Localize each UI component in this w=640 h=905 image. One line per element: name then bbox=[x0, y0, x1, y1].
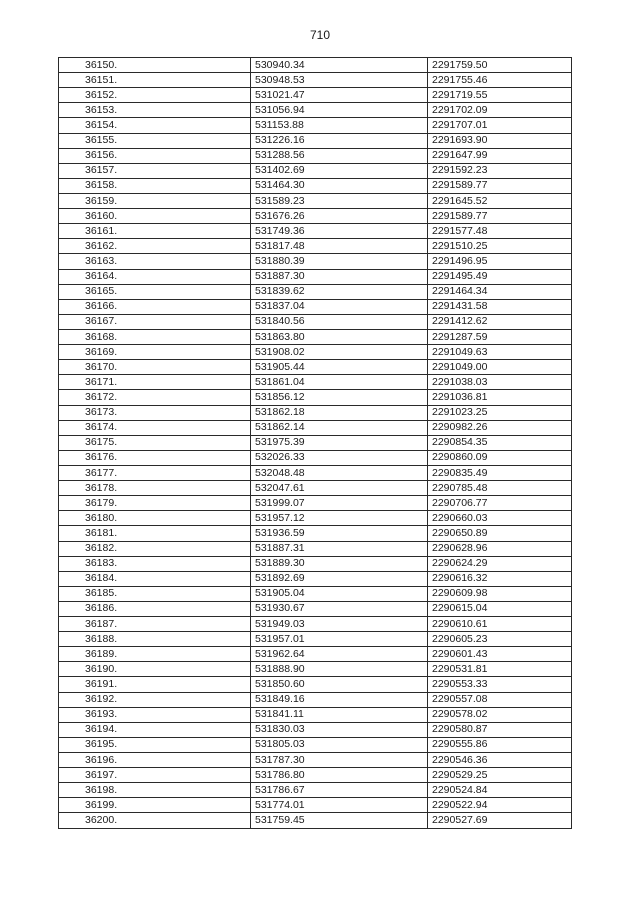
table-row bbox=[59, 148, 572, 163]
x-coordinate-cell: 531805.03 bbox=[251, 737, 428, 752]
table-row bbox=[59, 737, 572, 752]
x-coordinate-cell: 531862.18 bbox=[251, 405, 428, 420]
y-coordinate-cell: 2291645.52 bbox=[428, 193, 572, 208]
coordinates-table-body bbox=[59, 58, 572, 829]
point-number-cell: 36181. bbox=[59, 526, 251, 541]
x-coordinate-cell: 531749.36 bbox=[251, 224, 428, 239]
point-number-cell: 36188. bbox=[59, 632, 251, 647]
table-row bbox=[59, 722, 572, 737]
y-coordinate-cell: 2291495.49 bbox=[428, 269, 572, 284]
x-coordinate-cell: 531841.11 bbox=[251, 707, 428, 722]
x-coordinate-cell: 530948.53 bbox=[251, 73, 428, 88]
y-coordinate-cell: 2291759.50 bbox=[428, 58, 572, 73]
y-coordinate-cell: 2290615.04 bbox=[428, 601, 572, 616]
y-coordinate-cell: 2291464.34 bbox=[428, 284, 572, 299]
point-number-cell: 36187. bbox=[59, 617, 251, 632]
y-coordinate-cell: 2290601.43 bbox=[428, 647, 572, 662]
y-coordinate-cell: 2291036.81 bbox=[428, 390, 572, 405]
y-coordinate-cell: 2290578.02 bbox=[428, 707, 572, 722]
table-row bbox=[59, 254, 572, 269]
y-coordinate-cell: 2291592.23 bbox=[428, 163, 572, 178]
y-coordinate-cell: 2291023.25 bbox=[428, 405, 572, 420]
x-coordinate-cell: 531056.94 bbox=[251, 103, 428, 118]
table-row bbox=[59, 798, 572, 813]
table-row bbox=[59, 601, 572, 616]
point-number-cell: 36157. bbox=[59, 163, 251, 178]
point-number-cell: 36183. bbox=[59, 556, 251, 571]
y-coordinate-cell: 2290527.69 bbox=[428, 813, 572, 828]
table-row bbox=[59, 163, 572, 178]
x-coordinate-cell: 531787.30 bbox=[251, 753, 428, 768]
y-coordinate-cell: 2290706.77 bbox=[428, 496, 572, 511]
y-coordinate-cell: 2291719.55 bbox=[428, 88, 572, 103]
table-row bbox=[59, 314, 572, 329]
x-coordinate-cell: 532048.48 bbox=[251, 465, 428, 480]
point-number-cell: 36196. bbox=[59, 753, 251, 768]
y-coordinate-cell: 2290616.32 bbox=[428, 571, 572, 586]
point-number-cell: 36160. bbox=[59, 209, 251, 224]
point-number-cell: 36173. bbox=[59, 405, 251, 420]
point-number-cell: 36186. bbox=[59, 601, 251, 616]
x-coordinate-cell: 531856.12 bbox=[251, 390, 428, 405]
table-row bbox=[59, 284, 572, 299]
x-coordinate-cell: 531676.26 bbox=[251, 209, 428, 224]
x-coordinate-cell: 531889.30 bbox=[251, 556, 428, 571]
y-coordinate-cell: 2290628.96 bbox=[428, 541, 572, 556]
y-coordinate-cell: 2290835.49 bbox=[428, 465, 572, 480]
point-number-cell: 36150. bbox=[59, 58, 251, 73]
point-number-cell: 36170. bbox=[59, 360, 251, 375]
table-row bbox=[59, 707, 572, 722]
table-row bbox=[59, 813, 572, 828]
point-number-cell: 36171. bbox=[59, 375, 251, 390]
y-coordinate-cell: 2290854.35 bbox=[428, 435, 572, 450]
table-row bbox=[59, 768, 572, 783]
point-number-cell: 36194. bbox=[59, 722, 251, 737]
x-coordinate-cell: 532026.33 bbox=[251, 450, 428, 465]
table-row bbox=[59, 450, 572, 465]
table-row bbox=[59, 511, 572, 526]
y-coordinate-cell: 2291577.48 bbox=[428, 224, 572, 239]
table-row bbox=[59, 193, 572, 208]
point-number-cell: 36189. bbox=[59, 647, 251, 662]
table-row bbox=[59, 269, 572, 284]
x-coordinate-cell: 531905.44 bbox=[251, 360, 428, 375]
x-coordinate-cell: 531908.02 bbox=[251, 345, 428, 360]
point-number-cell: 36197. bbox=[59, 768, 251, 783]
x-coordinate-cell: 531759.45 bbox=[251, 813, 428, 828]
x-coordinate-cell: 531402.69 bbox=[251, 163, 428, 178]
x-coordinate-cell: 531975.39 bbox=[251, 435, 428, 450]
x-coordinate-cell: 532047.61 bbox=[251, 481, 428, 496]
x-coordinate-cell: 531962.64 bbox=[251, 647, 428, 662]
y-coordinate-cell: 2290785.48 bbox=[428, 481, 572, 496]
x-coordinate-cell: 531936.59 bbox=[251, 526, 428, 541]
x-coordinate-cell: 531949.03 bbox=[251, 617, 428, 632]
table-row bbox=[59, 647, 572, 662]
table-row bbox=[59, 586, 572, 601]
point-number-cell: 36190. bbox=[59, 662, 251, 677]
table-row bbox=[59, 753, 572, 768]
y-coordinate-cell: 2290860.09 bbox=[428, 450, 572, 465]
x-coordinate-cell: 531589.23 bbox=[251, 193, 428, 208]
x-coordinate-cell: 531930.67 bbox=[251, 601, 428, 616]
table-row bbox=[59, 662, 572, 677]
table-row bbox=[59, 390, 572, 405]
x-coordinate-cell: 531021.47 bbox=[251, 88, 428, 103]
y-coordinate-cell: 2291647.99 bbox=[428, 148, 572, 163]
x-coordinate-cell: 531830.03 bbox=[251, 722, 428, 737]
x-coordinate-cell: 531786.80 bbox=[251, 768, 428, 783]
x-coordinate-cell: 531888.90 bbox=[251, 662, 428, 677]
point-number-cell: 36158. bbox=[59, 178, 251, 193]
x-coordinate-cell: 531999.07 bbox=[251, 496, 428, 511]
point-number-cell: 36195. bbox=[59, 737, 251, 752]
y-coordinate-cell: 2291049.63 bbox=[428, 345, 572, 360]
x-coordinate-cell: 531862.14 bbox=[251, 420, 428, 435]
point-number-cell: 36154. bbox=[59, 118, 251, 133]
x-coordinate-cell: 531774.01 bbox=[251, 798, 428, 813]
point-number-cell: 36185. bbox=[59, 586, 251, 601]
table-row bbox=[59, 299, 572, 314]
point-number-cell: 36156. bbox=[59, 148, 251, 163]
y-coordinate-cell: 2291589.77 bbox=[428, 209, 572, 224]
x-coordinate-cell: 531839.62 bbox=[251, 284, 428, 299]
y-coordinate-cell: 2291707.01 bbox=[428, 118, 572, 133]
x-coordinate-cell: 531840.56 bbox=[251, 314, 428, 329]
table-row bbox=[59, 239, 572, 254]
table-row bbox=[59, 692, 572, 707]
table-row bbox=[59, 118, 572, 133]
y-coordinate-cell: 2290624.29 bbox=[428, 556, 572, 571]
x-coordinate-cell: 531837.04 bbox=[251, 299, 428, 314]
point-number-cell: 36193. bbox=[59, 707, 251, 722]
table-row bbox=[59, 209, 572, 224]
y-coordinate-cell: 2290609.98 bbox=[428, 586, 572, 601]
point-number-cell: 36176. bbox=[59, 450, 251, 465]
x-coordinate-cell: 530940.34 bbox=[251, 58, 428, 73]
point-number-cell: 36164. bbox=[59, 269, 251, 284]
y-coordinate-cell: 2291589.77 bbox=[428, 178, 572, 193]
table-row bbox=[59, 345, 572, 360]
x-coordinate-cell: 531957.01 bbox=[251, 632, 428, 647]
point-number-cell: 36167. bbox=[59, 314, 251, 329]
point-number-cell: 36191. bbox=[59, 677, 251, 692]
table-row bbox=[59, 224, 572, 239]
point-number-cell: 36182. bbox=[59, 541, 251, 556]
x-coordinate-cell: 531887.30 bbox=[251, 269, 428, 284]
x-coordinate-cell: 531880.39 bbox=[251, 254, 428, 269]
x-coordinate-cell: 531849.16 bbox=[251, 692, 428, 707]
table-row bbox=[59, 58, 572, 73]
y-coordinate-cell: 2291049.00 bbox=[428, 360, 572, 375]
coordinates-table bbox=[58, 57, 572, 829]
table-row bbox=[59, 677, 572, 692]
point-number-cell: 36153. bbox=[59, 103, 251, 118]
point-number-cell: 36166. bbox=[59, 299, 251, 314]
table-row bbox=[59, 420, 572, 435]
x-coordinate-cell: 531863.80 bbox=[251, 329, 428, 344]
x-coordinate-cell: 531153.88 bbox=[251, 118, 428, 133]
point-number-cell: 36192. bbox=[59, 692, 251, 707]
y-coordinate-cell: 2291412.62 bbox=[428, 314, 572, 329]
table-row bbox=[59, 88, 572, 103]
y-coordinate-cell: 2290529.25 bbox=[428, 768, 572, 783]
table-row bbox=[59, 360, 572, 375]
y-coordinate-cell: 2291702.09 bbox=[428, 103, 572, 118]
table-row bbox=[59, 541, 572, 556]
y-coordinate-cell: 2290982.26 bbox=[428, 420, 572, 435]
point-number-cell: 36177. bbox=[59, 465, 251, 480]
point-number-cell: 36200. bbox=[59, 813, 251, 828]
table-row bbox=[59, 481, 572, 496]
y-coordinate-cell: 2290610.61 bbox=[428, 617, 572, 632]
y-coordinate-cell: 2290557.08 bbox=[428, 692, 572, 707]
x-coordinate-cell: 531786.67 bbox=[251, 783, 428, 798]
x-coordinate-cell: 531850.60 bbox=[251, 677, 428, 692]
y-coordinate-cell: 2290546.36 bbox=[428, 753, 572, 768]
x-coordinate-cell: 531226.16 bbox=[251, 133, 428, 148]
table-row bbox=[59, 617, 572, 632]
y-coordinate-cell: 2290650.89 bbox=[428, 526, 572, 541]
y-coordinate-cell: 2290531.81 bbox=[428, 662, 572, 677]
y-coordinate-cell: 2291431.58 bbox=[428, 299, 572, 314]
x-coordinate-cell: 531905.04 bbox=[251, 586, 428, 601]
y-coordinate-cell: 2290555.86 bbox=[428, 737, 572, 752]
point-number-cell: 36184. bbox=[59, 571, 251, 586]
table-row bbox=[59, 73, 572, 88]
y-coordinate-cell: 2290553.33 bbox=[428, 677, 572, 692]
point-number-cell: 36155. bbox=[59, 133, 251, 148]
y-coordinate-cell: 2291510.25 bbox=[428, 239, 572, 254]
y-coordinate-cell: 2290522.94 bbox=[428, 798, 572, 813]
y-coordinate-cell: 2290605.23 bbox=[428, 632, 572, 647]
point-number-cell: 36172. bbox=[59, 390, 251, 405]
page-number: 710 bbox=[309, 28, 331, 42]
x-coordinate-cell: 531288.56 bbox=[251, 148, 428, 163]
point-number-cell: 36199. bbox=[59, 798, 251, 813]
table-row bbox=[59, 405, 572, 420]
point-number-cell: 36162. bbox=[59, 239, 251, 254]
y-coordinate-cell: 2290580.87 bbox=[428, 722, 572, 737]
point-number-cell: 36151. bbox=[59, 73, 251, 88]
table-row bbox=[59, 329, 572, 344]
point-number-cell: 36165. bbox=[59, 284, 251, 299]
point-number-cell: 36159. bbox=[59, 193, 251, 208]
point-number-cell: 36169. bbox=[59, 345, 251, 360]
point-number-cell: 36175. bbox=[59, 435, 251, 450]
point-number-cell: 36163. bbox=[59, 254, 251, 269]
point-number-cell: 36179. bbox=[59, 496, 251, 511]
y-coordinate-cell: 2291755.46 bbox=[428, 73, 572, 88]
table-row bbox=[59, 133, 572, 148]
table-row bbox=[59, 556, 572, 571]
table-row bbox=[59, 526, 572, 541]
x-coordinate-cell: 531861.04 bbox=[251, 375, 428, 390]
y-coordinate-cell: 2291496.95 bbox=[428, 254, 572, 269]
point-number-cell: 36178. bbox=[59, 481, 251, 496]
x-coordinate-cell: 531464.30 bbox=[251, 178, 428, 193]
table-row bbox=[59, 375, 572, 390]
y-coordinate-cell: 2290660.03 bbox=[428, 511, 572, 526]
table-row bbox=[59, 496, 572, 511]
table-row bbox=[59, 103, 572, 118]
y-coordinate-cell: 2290524.84 bbox=[428, 783, 572, 798]
y-coordinate-cell: 2291287.59 bbox=[428, 329, 572, 344]
x-coordinate-cell: 531957.12 bbox=[251, 511, 428, 526]
x-coordinate-cell: 531887.31 bbox=[251, 541, 428, 556]
point-number-cell: 36198. bbox=[59, 783, 251, 798]
point-number-cell: 36161. bbox=[59, 224, 251, 239]
y-coordinate-cell: 2291038.03 bbox=[428, 375, 572, 390]
point-number-cell: 36168. bbox=[59, 329, 251, 344]
table-row bbox=[59, 783, 572, 798]
table-row bbox=[59, 571, 572, 586]
point-number-cell: 36152. bbox=[59, 88, 251, 103]
y-coordinate-cell: 2291693.90 bbox=[428, 133, 572, 148]
table-row bbox=[59, 435, 572, 450]
table-row bbox=[59, 178, 572, 193]
point-number-cell: 36180. bbox=[59, 511, 251, 526]
table-row bbox=[59, 465, 572, 480]
x-coordinate-cell: 531817.48 bbox=[251, 239, 428, 254]
x-coordinate-cell: 531892.69 bbox=[251, 571, 428, 586]
point-number-cell: 36174. bbox=[59, 420, 251, 435]
table-row bbox=[59, 632, 572, 647]
